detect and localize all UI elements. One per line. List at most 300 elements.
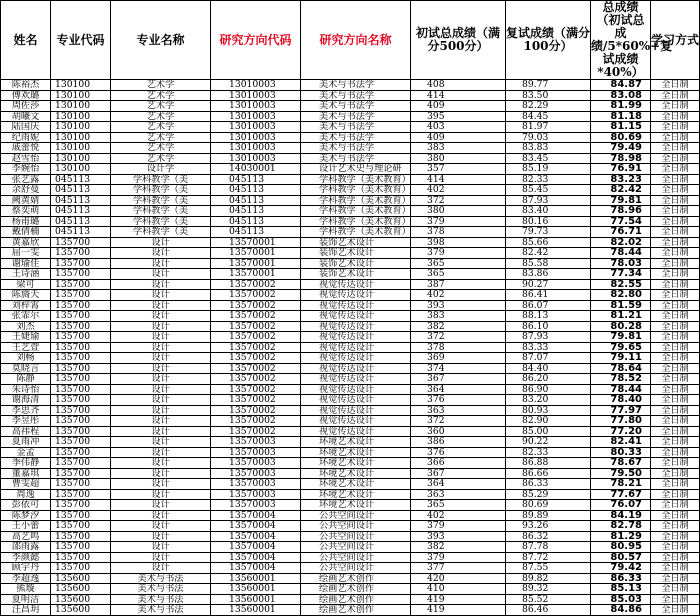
cell-major-name: 设计	[111, 363, 211, 374]
cell-direction-name: 装饰艺术设计	[301, 258, 411, 269]
cell-name: 莫晓言	[1, 363, 51, 374]
cell-retest-score: 80.69	[506, 500, 591, 511]
cell-major-code: 135700	[51, 311, 111, 322]
cell-major-code: 135700	[51, 290, 111, 301]
cell-study-mode: 全日制	[651, 80, 700, 91]
cell-total-score: 80.28	[591, 321, 651, 332]
cell-name: 邵雨露	[1, 542, 51, 553]
cell-name: 谢瑜佳	[1, 258, 51, 269]
cell-study-mode: 全日制	[651, 122, 700, 133]
cell-initial-score: 365	[411, 258, 506, 269]
table-row	[1, 216, 700, 227]
cell-name: 周逸	[1, 489, 51, 500]
cell-retest-score: 89.89	[506, 510, 591, 521]
cell-name: 谢海清	[1, 395, 51, 406]
cell-direction-code: 13560001	[211, 605, 301, 616]
table-row	[1, 332, 700, 343]
cell-total-score: 78.44	[591, 248, 651, 259]
cell-direction-code: 13570002	[211, 384, 301, 395]
cell-retest-score: 87.07	[506, 353, 591, 364]
cell-total-score: 78.52	[591, 374, 651, 385]
cell-direction-name: 视觉传达设计	[301, 342, 411, 353]
cell-name: 王诗涵	[1, 269, 51, 280]
cell-total-score: 82.02	[591, 237, 651, 248]
table-body	[1, 80, 700, 616]
cell-name: 阙黄婧	[1, 195, 51, 206]
cell-direction-code: 13570002	[211, 321, 301, 332]
cell-major-name: 设计	[111, 269, 211, 280]
cell-initial-score: 377	[411, 563, 506, 574]
cell-study-mode: 全日制	[651, 573, 700, 584]
cell-direction-name: 美术与书法学	[301, 132, 411, 143]
cell-retest-score: 85.19	[506, 164, 591, 175]
cell-initial-score: 402	[411, 290, 506, 301]
cell-direction-code: 14030001	[211, 164, 301, 175]
cell-total-score: 83.08	[591, 90, 651, 101]
header-major-name: 专业名称	[111, 1, 211, 80]
cell-name: 王艺萱	[1, 342, 51, 353]
cell-study-mode: 全日制	[651, 269, 700, 280]
cell-name: 戚蕾悦	[1, 143, 51, 154]
cell-name: 余舒曼	[1, 185, 51, 196]
table-row	[1, 563, 700, 574]
cell-initial-score: 402	[411, 185, 506, 196]
cell-total-score: 81.21	[591, 311, 651, 322]
cell-study-mode: 全日制	[651, 227, 700, 238]
cell-study-mode: 全日制	[651, 164, 700, 175]
cell-major-code: 135700	[51, 521, 111, 532]
cell-initial-score: 395	[411, 111, 506, 122]
cell-retest-score: 85.00	[506, 426, 591, 437]
cell-study-mode: 全日制	[651, 384, 700, 395]
cell-major-name: 设计	[111, 500, 211, 511]
cell-total-score: 79.50	[591, 468, 651, 479]
cell-direction-code: 13570003	[211, 500, 301, 511]
cell-name: 李超逸	[1, 573, 51, 584]
cell-major-code: 135700	[51, 447, 111, 458]
cell-direction-name: 学科教学（美术教育）	[301, 174, 411, 185]
cell-major-name: 设计	[111, 311, 211, 322]
cell-study-mode: 全日制	[651, 90, 700, 101]
cell-study-mode: 全日制	[651, 426, 700, 437]
cell-retest-score: 82.42	[506, 248, 591, 259]
cell-study-mode: 全日制	[651, 321, 700, 332]
cell-major-code: 135700	[51, 363, 111, 374]
cell-study-mode: 全日制	[651, 594, 700, 605]
cell-retest-score: 85.58	[506, 258, 591, 269]
cell-major-name: 设计	[111, 468, 211, 479]
cell-major-code: 130100	[51, 143, 111, 154]
cell-retest-score: 82.29	[506, 101, 591, 112]
cell-direction-code: 13570004	[211, 510, 301, 521]
cell-study-mode: 全日制	[651, 143, 700, 154]
cell-direction-code: 045113	[211, 174, 301, 185]
cell-direction-name: 视觉传达设计	[301, 290, 411, 301]
cell-retest-score: 80.93	[506, 405, 591, 416]
cell-major-code: 135700	[51, 552, 111, 563]
cell-total-score: 76.07	[591, 500, 651, 511]
cell-major-code: 135700	[51, 395, 111, 406]
cell-direction-code: 13570004	[211, 521, 301, 532]
cell-direction-code: 13570001	[211, 237, 301, 248]
cell-name: 陈裕杰	[1, 80, 51, 91]
cell-total-score: 78.64	[591, 363, 651, 374]
cell-initial-score: 367	[411, 374, 506, 385]
cell-name: 纪雨妮	[1, 132, 51, 143]
cell-direction-name: 视觉传达设计	[301, 384, 411, 395]
table-row	[1, 458, 700, 469]
cell-total-score: 79.49	[591, 143, 651, 154]
table-row	[1, 185, 700, 196]
cell-total-score: 78.40	[591, 395, 651, 406]
cell-study-mode: 全日制	[651, 447, 700, 458]
cell-direction-code: 13010003	[211, 143, 301, 154]
cell-total-score: 80.95	[591, 542, 651, 553]
cell-direction-name: 装饰艺术设计	[301, 248, 411, 259]
cell-initial-score: 376	[411, 447, 506, 458]
cell-direction-name: 环境艺术设计	[301, 458, 411, 469]
cell-study-mode: 全日制	[651, 405, 700, 416]
cell-direction-name: 美术与书法学	[301, 101, 411, 112]
cell-direction-name: 公共空间设计	[301, 521, 411, 532]
cell-initial-score: 414	[411, 174, 506, 185]
cell-direction-name: 视觉传达设计	[301, 321, 411, 332]
cell-major-name: 设计	[111, 510, 211, 521]
table-row	[1, 321, 700, 332]
cell-major-code: 045113	[51, 174, 111, 185]
cell-retest-score: 81.97	[506, 122, 591, 133]
cell-major-code: 045113	[51, 216, 111, 227]
cell-major-code: 045113	[51, 195, 111, 206]
cell-direction-name: 公共空间设计	[301, 531, 411, 542]
cell-study-mode: 全日制	[651, 311, 700, 322]
cell-initial-score: 360	[411, 426, 506, 437]
cell-major-name: 设计	[111, 542, 211, 553]
cell-initial-score: 363	[411, 489, 506, 500]
cell-direction-code: 13570003	[211, 447, 301, 458]
table-row	[1, 426, 700, 437]
table-row	[1, 552, 700, 563]
cell-study-mode: 全日制	[651, 458, 700, 469]
cell-major-name: 设计	[111, 447, 211, 458]
table-row	[1, 489, 700, 500]
cell-study-mode: 全日制	[651, 195, 700, 206]
cell-direction-name: 视觉传达设计	[301, 374, 411, 385]
cell-direction-code: 13010003	[211, 122, 301, 133]
header-row	[1, 1, 700, 80]
cell-major-name: 艺术学	[111, 101, 211, 112]
cell-total-score: 78.44	[591, 384, 651, 395]
cell-retest-score: 83.83	[506, 143, 591, 154]
cell-direction-code: 13560001	[211, 573, 301, 584]
cell-name: 屈一雯	[1, 248, 51, 259]
cell-direction-code: 13570003	[211, 489, 301, 500]
cell-initial-score: 372	[411, 332, 506, 343]
cell-total-score: 76.71	[591, 227, 651, 238]
cell-direction-name: 绘画艺术创作	[301, 573, 411, 584]
cell-major-name: 设计	[111, 321, 211, 332]
cell-total-score: 82.78	[591, 521, 651, 532]
header-total-score: 总成绩（初试总成绩/5*60%+复试成绩*40%）	[591, 0, 673, 79]
cell-major-code: 135700	[51, 258, 111, 269]
table-row	[1, 479, 700, 490]
cell-major-name: 学科教学（美	[111, 216, 211, 227]
cell-major-name: 学科教学（美	[111, 185, 211, 196]
cell-retest-score: 80.16	[506, 216, 591, 227]
cell-study-mode: 全日制	[651, 374, 700, 385]
cell-retest-score: 87.93	[506, 195, 591, 206]
cell-direction-name: 学科教学（美术教育）	[301, 206, 411, 217]
cell-direction-code: 13560001	[211, 584, 301, 595]
cell-name: 刘梓霄	[1, 300, 51, 311]
cell-retest-score: 83.20	[506, 395, 591, 406]
cell-initial-score: 410	[411, 584, 506, 595]
cell-name: 张霏尔	[1, 311, 51, 322]
table-row	[1, 521, 700, 532]
cell-initial-score: 393	[411, 300, 506, 311]
cell-initial-score: 414	[411, 90, 506, 101]
cell-major-name: 设计	[111, 248, 211, 259]
cell-major-name: 设计	[111, 405, 211, 416]
cell-major-name: 艺术学	[111, 122, 211, 133]
cell-major-name: 艺术学	[111, 111, 211, 122]
cell-major-code: 130100	[51, 101, 111, 112]
cell-study-mode: 全日制	[651, 468, 700, 479]
cell-retest-score: 86.32	[506, 531, 591, 542]
cell-initial-score: 372	[411, 416, 506, 427]
table-row	[1, 227, 700, 238]
cell-major-name: 设计	[111, 342, 211, 353]
table-row	[1, 195, 700, 206]
table-row	[1, 584, 700, 595]
cell-direction-name: 学科教学（美术教育）	[301, 185, 411, 196]
cell-major-code: 135700	[51, 353, 111, 364]
cell-major-code: 135700	[51, 542, 111, 553]
cell-name: 李昱彤	[1, 416, 51, 427]
cell-major-name: 设计	[111, 384, 211, 395]
cell-major-code: 135600	[51, 584, 111, 595]
table-row	[1, 468, 700, 479]
cell-name: 夏明洁	[1, 594, 51, 605]
cell-name: 黄嘉欣	[1, 237, 51, 248]
cell-total-score: 84.19	[591, 510, 651, 521]
table-row	[1, 510, 700, 521]
cell-study-mode: 全日制	[651, 353, 700, 364]
cell-major-name: 设计	[111, 300, 211, 311]
table-row	[1, 153, 700, 164]
cell-direction-name: 学科教学（美术教育）	[301, 195, 411, 206]
table-row	[1, 573, 700, 584]
cell-study-mode: 全日制	[651, 563, 700, 574]
cell-major-name: 学科教学（美	[111, 227, 211, 238]
cell-initial-score: 393	[411, 531, 506, 542]
cell-study-mode: 全日制	[651, 101, 700, 112]
cell-retest-score: 86.07	[506, 300, 591, 311]
cell-major-code: 135700	[51, 269, 111, 280]
cell-initial-score: 420	[411, 573, 506, 584]
cell-direction-code: 13010003	[211, 101, 301, 112]
cell-major-code: 135700	[51, 374, 111, 385]
cell-major-code: 130100	[51, 90, 111, 101]
cell-total-score: 84.87	[591, 80, 651, 91]
cell-major-name: 艺术学	[111, 132, 211, 143]
table-row	[1, 384, 700, 395]
cell-major-name: 设计	[111, 353, 211, 364]
cell-direction-code: 13570003	[211, 468, 301, 479]
cell-retest-score: 93.26	[506, 521, 591, 532]
cell-name: 曹雯超	[1, 479, 51, 490]
cell-major-code: 135700	[51, 300, 111, 311]
table-row	[1, 143, 700, 154]
cell-total-score: 78.96	[591, 206, 651, 217]
cell-total-score: 80.57	[591, 552, 651, 563]
cell-initial-score: 382	[411, 321, 506, 332]
cell-initial-score: 374	[411, 363, 506, 374]
cell-retest-score: 86.90	[506, 384, 591, 395]
cell-direction-code: 13570003	[211, 458, 301, 469]
table-row	[1, 363, 700, 374]
cell-total-score: 81.29	[591, 531, 651, 542]
cell-name: 王小蕾	[1, 521, 51, 532]
cell-study-mode: 全日制	[651, 584, 700, 595]
table-row	[1, 437, 700, 448]
table-row	[1, 279, 700, 290]
cell-direction-name: 视觉传达设计	[301, 395, 411, 406]
cell-major-name: 设计	[111, 563, 211, 574]
cell-name: 张艺露	[1, 174, 51, 185]
cell-major-name: 美术与书法	[111, 573, 211, 584]
cell-study-mode: 全日制	[651, 216, 700, 227]
cell-retest-score: 86.46	[506, 605, 591, 616]
cell-initial-score: 379	[411, 521, 506, 532]
cell-direction-code: 13570002	[211, 332, 301, 343]
cell-study-mode: 全日制	[651, 332, 700, 343]
cell-name: 彭依可	[1, 500, 51, 511]
cell-major-name: 学科教学（美	[111, 174, 211, 185]
cell-direction-code: 13570002	[211, 300, 301, 311]
table-row	[1, 353, 700, 364]
cell-retest-score: 83.40	[506, 206, 591, 217]
cell-name: 高艺鸣	[1, 531, 51, 542]
cell-major-code: 045113	[51, 206, 111, 217]
table-row	[1, 531, 700, 542]
cell-initial-score: 365	[411, 269, 506, 280]
cell-major-name: 艺术学	[111, 80, 211, 91]
cell-study-mode: 全日制	[651, 542, 700, 553]
cell-major-code: 045113	[51, 227, 111, 238]
cell-total-score: 76.91	[591, 164, 651, 175]
cell-total-score: 78.98	[591, 153, 651, 164]
cell-retest-score: 85.52	[506, 594, 591, 605]
cell-study-mode: 全日制	[651, 489, 700, 500]
cell-direction-code: 13570004	[211, 542, 301, 553]
cell-initial-score: 387	[411, 279, 506, 290]
cell-initial-score: 379	[411, 216, 506, 227]
table-row	[1, 206, 700, 217]
table-row	[1, 447, 700, 458]
cell-direction-code: 045113	[211, 216, 301, 227]
cell-direction-name: 环境艺术设计	[301, 437, 411, 448]
cell-name: 李思齐	[1, 405, 51, 416]
cell-major-code: 135600	[51, 594, 111, 605]
cell-direction-name: 环境艺术设计	[301, 500, 411, 511]
cell-direction-code: 045113	[211, 206, 301, 217]
cell-major-name: 设计	[111, 521, 211, 532]
cell-total-score: 79.11	[591, 353, 651, 364]
cell-direction-code: 13570004	[211, 563, 301, 574]
cell-major-name: 设计	[111, 552, 211, 563]
cell-study-mode: 全日制	[651, 279, 700, 290]
cell-major-name: 设计	[111, 237, 211, 248]
cell-major-name: 设计	[111, 279, 211, 290]
cell-total-score: 80.69	[591, 132, 651, 143]
cell-name: 金孟	[1, 447, 51, 458]
cell-major-code: 135700	[51, 248, 111, 259]
cell-major-name: 学科教学（美	[111, 206, 211, 217]
cell-retest-score: 82.90	[506, 416, 591, 427]
cell-major-name: 设计学	[111, 164, 211, 175]
cell-major-code: 130100	[51, 153, 111, 164]
header-initial-score: 初试总成绩（满分500分）	[411, 1, 506, 80]
cell-study-mode: 全日制	[651, 342, 700, 353]
cell-initial-score: 383	[411, 311, 506, 322]
cell-initial-score: 380	[411, 206, 506, 217]
cell-total-score: 77.20	[591, 426, 651, 437]
table-row	[1, 122, 700, 133]
cell-major-code: 135600	[51, 605, 111, 616]
cell-direction-name: 环境艺术设计	[301, 468, 411, 479]
cell-major-name: 设计	[111, 437, 211, 448]
cell-retest-score: 82.33	[506, 174, 591, 185]
cell-direction-code: 13010003	[211, 90, 301, 101]
cell-retest-score: 87.78	[506, 542, 591, 553]
cell-total-score: 79.42	[591, 563, 651, 574]
cell-direction-code: 045113	[211, 227, 301, 238]
cell-retest-score: 79.73	[506, 227, 591, 238]
table-row	[1, 311, 700, 322]
table-row	[1, 132, 700, 143]
cell-total-score: 82.42	[591, 185, 651, 196]
cell-initial-score: 403	[411, 122, 506, 133]
cell-major-code: 135700	[51, 479, 111, 490]
cell-initial-score: 402	[411, 510, 506, 521]
cell-direction-name: 视觉传达设计	[301, 300, 411, 311]
cell-major-code: 130100	[51, 164, 111, 175]
cell-total-score: 79.65	[591, 342, 651, 353]
cell-name: 季伟静	[1, 458, 51, 469]
cell-initial-score: 364	[411, 384, 506, 395]
cell-direction-name: 绘画艺术创作	[301, 605, 411, 616]
cell-major-code: 135700	[51, 426, 111, 437]
cell-study-mode: 全日制	[651, 531, 700, 542]
cell-name: 顾宇丹	[1, 563, 51, 574]
cell-total-score: 77.34	[591, 269, 651, 280]
cell-major-name: 设计	[111, 489, 211, 500]
cell-retest-score: 82.33	[506, 447, 591, 458]
cell-major-name: 艺术学	[111, 90, 211, 101]
cell-direction-name: 美术与书法学	[301, 111, 411, 122]
cell-name: 朱诗怡	[1, 384, 51, 395]
cell-direction-name: 视觉传达设计	[301, 332, 411, 343]
cell-study-mode: 全日制	[651, 174, 700, 185]
table-row	[1, 290, 700, 301]
cell-study-mode: 全日制	[651, 416, 700, 427]
cell-study-mode: 全日制	[651, 237, 700, 248]
cell-retest-score: 86.41	[506, 290, 591, 301]
cell-direction-name: 公共空间设计	[301, 563, 411, 574]
table-row	[1, 605, 700, 616]
header-direction-name: 研究方向名称	[301, 1, 411, 80]
